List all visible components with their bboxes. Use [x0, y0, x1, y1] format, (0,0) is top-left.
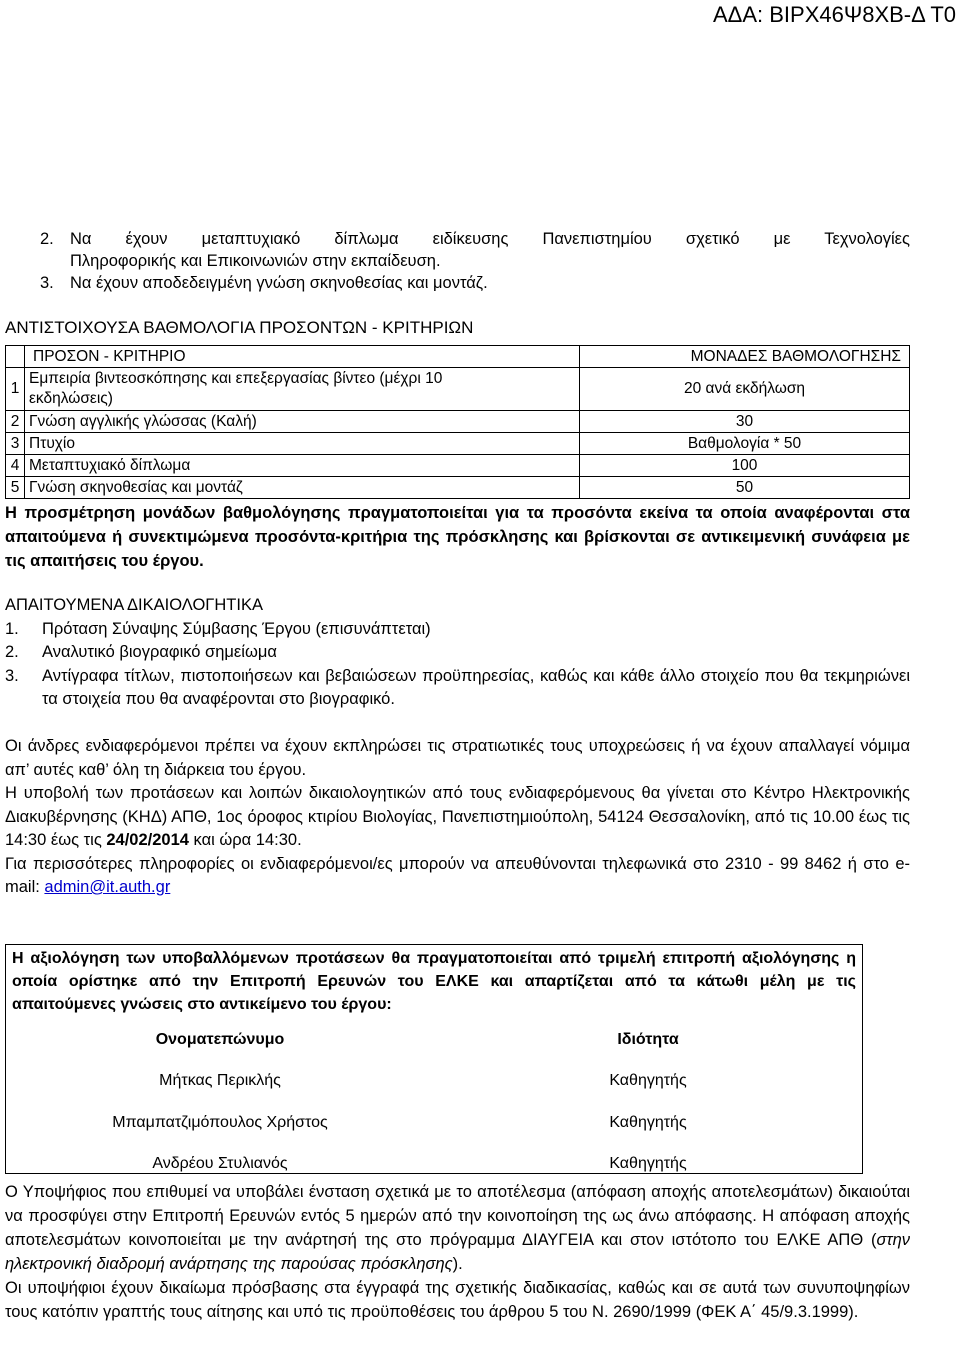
table-row	[6, 1144, 862, 1186]
table-row	[6, 1061, 862, 1103]
row-number: 2	[6, 411, 25, 433]
list-item	[40, 272, 910, 294]
member-name: Μήτκας Περικλής	[159, 1072, 281, 1090]
table-row	[6, 411, 910, 433]
row-score: 100	[580, 455, 910, 477]
military-paragraph: Οι άνδρες ενδιαφερόμενοι πρέπει να έχουν εκπληρώσει τις στρατιωτικές τους υποχρεώσεις ή να έχουν απαλλαγεί νόμιμα απ’ αυτές καθ’ όλη τη διάρκεια του έργου.	[5, 737, 910, 779]
list-item	[5, 618, 910, 642]
closing-paragraphs	[5, 1180, 910, 1324]
row-number: 1	[6, 368, 25, 411]
table-row	[6, 433, 910, 455]
member-role: Καθηγητής	[609, 1072, 687, 1090]
table-row	[6, 455, 910, 477]
committee-table	[6, 1019, 862, 1185]
row-criterion: Πτυχίο	[25, 433, 580, 455]
list-item	[5, 641, 910, 665]
info-paragraph: Για περισσότερες πληροφορίες οι ενδιαφερόμενοι/ες μπορούν να απευθύνονται τηλεφωνικά στο 2310 - 99 8462 ή στο e-mail: admin@it.auth.gr	[5, 854, 910, 896]
col-role-header: Ιδιότητα	[617, 1030, 679, 1048]
deadline-date: 24/02/2014	[106, 831, 189, 849]
table-row	[6, 1102, 862, 1144]
email-link[interactable]: admin@it.auth.gr	[44, 878, 171, 896]
row-criterion: Γνώση αγγλικής γλώσσας (Καλή)	[25, 411, 580, 433]
row-score: 20 ανά εκδήλωση	[580, 368, 910, 411]
item-text: Αντίγραφα τίτλων, πιστοποιήσεων και βεβαιώσεων προϋπηρεσίας, καθώς και κάθε άλλο στοιχείο που θα τεκμηριώνει τα στοιχεία που θα αναφέρονται στο βιογραφικό.	[42, 666, 910, 708]
row-number: 3	[6, 433, 25, 455]
table-row	[6, 477, 910, 499]
item-text: Πρόταση Σύναψης Σύμβασης Έργου (επισυνάπτεται)	[42, 619, 431, 638]
submission-info	[5, 735, 910, 900]
objection-paragraph: Ο Υποψήφιος που επιθυμεί να υποβάλει ένσταση σχετικά με το αποτέλεσμα (απόφαση αποχής αποτελεσμάτων) δικαιούται να προσφύγει στην Επιτροπή Ερευνών εντός 5 ημερών από την κοινοποίηση της ως άνω απόφασης. Η απόφαση αποχής αποτελεσμάτων κοινοποιείται με την ανάρτησή της στο πρόγραμμα ΔΙΑΥΓΕΙΑ και στον ιστότοπο του ΕΛΚΕ ΑΠΘ (στην ηλεκτρονική διαδρομή ανάρτησης της παρούσας πρόσκλησης).	[5, 1183, 910, 1273]
col-name-header: Ονοματεπώνυμο	[155, 1030, 285, 1048]
evaluation-text: Η αξιολόγηση των υποβαλλόμενων προτάσεων θα πραγματοποιείται από τριμελή επιτροπή αξιολόγησης η οποία ορίστηκε από την Επιτροπή Ερευνών του ΕΛΚΕ και απαρτίζεται από τα κάτωθι μέλη με τις απαιτούμενες γνώσεις στο αντικείμενο του έργου:	[12, 950, 856, 1013]
submission-paragraph: Η υποβολή των προτάσεων και λοιπών δικαιολογητικών από τους ενδιαφερόμενους θα γίνεται στο Κέντρο Ηλεκτρονικής Διακυβέρνησης (ΚΗΔ) ΑΠΘ, 1ος όροφος κτιρίου Βιολογίας, Πανεπιστημιούπολη, 54124 Θεσσαλονίκη, από τις 10.00 έως τις 14:30 έως τις 24/02/2014 και ώρα 14:30.	[5, 784, 910, 849]
member-role: Καθηγητής	[609, 1113, 687, 1131]
item-number: 3.	[5, 666, 19, 685]
row-criterion: Γνώση σκηνοθεσίας και μοντάζ	[25, 477, 580, 499]
table-header-row	[6, 346, 910, 368]
row-score: Βαθμολογία * 50	[580, 433, 910, 455]
item-text: Αναλυτικό βιογραφικό σημείωμα	[42, 643, 277, 661]
row-number: 5	[6, 477, 25, 499]
required-documents	[5, 594, 910, 712]
row-score: 30	[580, 411, 910, 433]
ada-code: ΑΔΑ: ΒΙΡΧ46Ψ8ΧΒ-Δ Τ0	[712, 2, 956, 27]
criteria-title: ΑΝΤΙΣΤΟΙΧΟΥΣΑ ΒΑΘΜΟΛΟΓΙΑ ΠΡΟΣΟΝΤΩΝ - ΚΡΙΤΗΡΙΩΝ	[5, 318, 474, 337]
evaluation-box	[5, 944, 863, 1174]
col-units-header: ΜΟΝΑΔΕΣ ΒΑΘΜΟΛΟΓΗΣΗΣ	[580, 346, 910, 368]
member-name: Μπαμπατζιμόπουλος Χρήστος	[112, 1113, 328, 1131]
criteria-table	[5, 345, 910, 499]
table-row	[6, 368, 910, 411]
member-role: Καθηγητής	[609, 1155, 687, 1173]
list-item	[5, 665, 910, 712]
member-name: Ανδρέου Στυλιανός	[152, 1155, 288, 1173]
item-number: 3.	[40, 274, 54, 292]
item-number: 2.	[40, 230, 54, 248]
italic-note: στην ηλεκτρονική διαδρομή ανάρτησης της παρούσας πρόσκλησης	[5, 1231, 910, 1273]
table-header-row	[6, 1019, 862, 1061]
row-criterion: Μεταπτυχιακό δίπλωμα	[25, 455, 580, 477]
item-text: Να έχουν μεταπτυχιακό δίπλωμα ειδίκευσης Πανεπιστημίου σχετικό με Τεχνολογίες Πληροφορικής και Επικοινωνιών στην εκπαίδευση.	[70, 230, 910, 270]
list-item	[40, 228, 910, 272]
item-number: 2.	[5, 643, 19, 661]
documents-title: ΑΠΑΙΤΟΥΜΕΝΑ ΔΙΚΑΙΟΛΟΓΗΤΙΚΑ	[5, 596, 263, 614]
criteria-note: Η προσμέτρηση μονάδων βαθμολόγησης πραγματοποιείται για τα προσόντα εκείνα τα οποία αναφέρονται στα απαιτούμενα ή συνεκτιμώμενα προσόντα-κριτήρια της πρόσκλησης και βρίσκονται σε αντικειμενική συνάφεια με τις απαιτήσεις του έργου.	[5, 504, 910, 570]
intro-requirements	[40, 228, 910, 294]
access-paragraph: Οι υποψήφιοι έχουν δικαίωμα πρόσβασης στα έγγραφά της σχετικής διαδικασίας, καθώς και σε αυτά των συνυποψηφίων τους κατόπιν γραπτής τους αίτησης και υπό τις προϋποθέσεις του άρθρου 5 του Ν. 2690/1999 (ΦΕΚ Α΄ 45/9.3.1999).	[5, 1279, 910, 1321]
col-criterion-header: ΠΡΟΣΟΝ - ΚΡΙΤΗΡΙΟ	[25, 346, 580, 368]
item-text: Να έχουν αποδεδειγμένη γνώση σκηνοθεσίας και μοντάζ.	[70, 274, 488, 292]
row-number: 4	[6, 455, 25, 477]
item-number: 1.	[5, 619, 19, 638]
row-criterion: Εμπειρία βιντεοσκόπησης και επεξεργασίας βίντεο (μέχρι 10 εκδηλώσεις)	[25, 368, 580, 411]
row-score: 50	[580, 477, 910, 499]
